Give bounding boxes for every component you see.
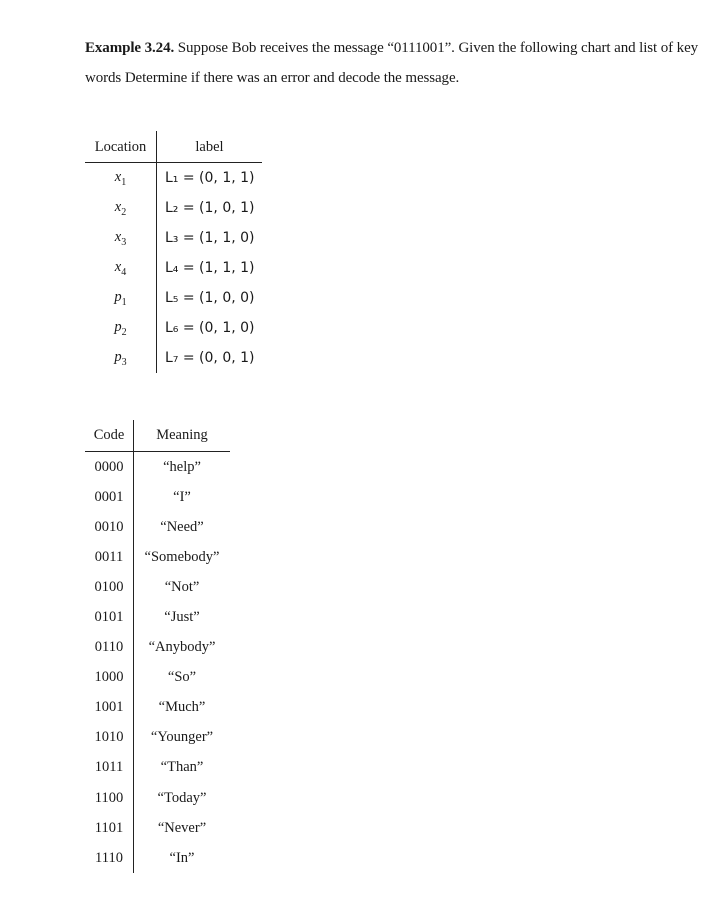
code-cell: 1110 xyxy=(85,843,134,873)
location-variable: x xyxy=(114,198,122,215)
location-subscript: 2 xyxy=(121,206,127,218)
code-row xyxy=(85,783,230,813)
location-variable: x xyxy=(114,258,122,275)
location-subscript: 1 xyxy=(121,296,127,308)
meaning-cell: “Than” xyxy=(160,759,204,776)
code-cell: 0011 xyxy=(85,542,134,572)
location-cell xyxy=(85,283,157,313)
location-subscript: 3 xyxy=(121,236,127,248)
example-text: Suppose Bob receives the message “0111001”. Given the following chart and list of key words Determine if there was an error and decode the message. xyxy=(85,40,699,86)
meaning-cell: “Younger” xyxy=(150,729,214,746)
meaning-cell: “Somebody” xyxy=(144,548,220,565)
meaning-cell: “I” xyxy=(173,488,191,505)
code-row xyxy=(85,452,230,483)
code-header: Code xyxy=(85,420,134,452)
location-subscript: 1 xyxy=(121,176,127,188)
code-cell: 1011 xyxy=(85,753,134,783)
code-row xyxy=(85,602,230,632)
code-row xyxy=(85,542,230,572)
meaning-cell: “help” xyxy=(163,458,201,475)
code-cell: 1101 xyxy=(85,813,134,843)
location-row xyxy=(85,193,262,223)
location-subscript: 4 xyxy=(121,266,127,278)
location-cell xyxy=(85,163,157,194)
code-table-header xyxy=(85,420,230,452)
location-cell xyxy=(85,313,157,343)
location-header: Location xyxy=(85,131,157,163)
code-cell: 0110 xyxy=(85,633,134,663)
location-subscript: 3 xyxy=(121,356,127,368)
code-row xyxy=(85,693,230,723)
label-cell: L₁ = (0, 1, 1) xyxy=(165,170,255,186)
meaning-cell: “Just” xyxy=(164,609,200,626)
example-paragraph xyxy=(85,33,705,93)
meaning-cell: “In” xyxy=(169,849,195,866)
code-meaning-table xyxy=(85,420,230,873)
meaning-cell: “Much” xyxy=(158,699,206,716)
meaning-cell: “Today” xyxy=(157,789,207,806)
location-subscript: 2 xyxy=(121,326,127,338)
location-cell xyxy=(85,253,157,283)
location-variable: x xyxy=(114,168,122,185)
code-cell: 0010 xyxy=(85,512,134,542)
location-row xyxy=(85,343,262,373)
code-cell: 1000 xyxy=(85,663,134,693)
code-row xyxy=(85,663,230,693)
code-row xyxy=(85,843,230,873)
location-row xyxy=(85,223,262,253)
label-cell: L₂ = (1, 0, 1) xyxy=(165,200,255,216)
label-cell: L₄ = (1, 1, 1) xyxy=(165,260,255,276)
meaning-cell: “Need” xyxy=(160,518,204,535)
label-cell: L₅ = (1, 0, 0) xyxy=(165,290,255,306)
location-row xyxy=(85,283,262,313)
code-cell: 0101 xyxy=(85,602,134,632)
example-heading: Example 3.24. xyxy=(85,40,175,56)
location-table-header xyxy=(85,131,262,163)
code-cell: 1001 xyxy=(85,693,134,723)
location-row xyxy=(85,253,262,283)
code-row xyxy=(85,633,230,663)
location-variable: x xyxy=(114,228,122,245)
location-label-table xyxy=(85,131,262,373)
meaning-cell: “Anybody” xyxy=(148,639,216,656)
label-cell: L₆ = (0, 1, 0) xyxy=(165,320,255,336)
code-cell: 0001 xyxy=(85,482,134,512)
location-row xyxy=(85,163,262,194)
location-cell xyxy=(85,193,157,223)
code-cell: 1100 xyxy=(85,783,134,813)
label-cell: L₃ = (1, 1, 0) xyxy=(165,230,255,246)
location-row xyxy=(85,313,262,343)
code-row xyxy=(85,753,230,783)
location-variable: p xyxy=(114,348,122,365)
location-variable: p xyxy=(114,288,122,305)
code-cell: 0000 xyxy=(85,452,134,483)
label-cell: L₇ = (0, 0, 1) xyxy=(165,350,255,366)
location-variable: p xyxy=(114,318,122,335)
meaning-cell: “So” xyxy=(167,669,197,686)
location-cell xyxy=(85,223,157,253)
location-cell xyxy=(85,343,157,373)
meaning-cell: “Not” xyxy=(164,578,200,595)
code-row xyxy=(85,723,230,753)
code-cell: 0100 xyxy=(85,572,134,602)
code-row xyxy=(85,482,230,512)
code-row xyxy=(85,572,230,602)
label-header: label xyxy=(195,138,224,155)
code-row xyxy=(85,512,230,542)
meaning-cell: “Never” xyxy=(157,819,207,836)
code-cell: 1010 xyxy=(85,723,134,753)
code-row xyxy=(85,813,230,843)
meaning-header: Meaning xyxy=(156,427,208,443)
